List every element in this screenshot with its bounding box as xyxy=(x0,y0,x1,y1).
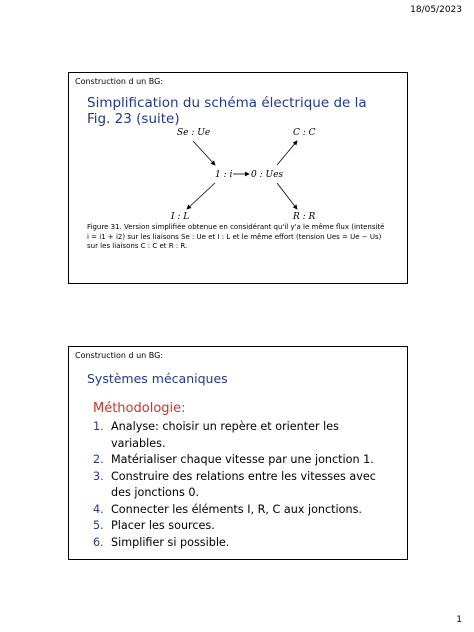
slide-header: Construction d un BG: xyxy=(75,351,164,360)
step-number: 2. xyxy=(93,453,104,466)
step-number: 5. xyxy=(93,519,104,532)
step-text: Connecter les éléments I, R, C aux jonctions. xyxy=(111,502,362,516)
step-text: Construire des relations entre les vitesses avec des jonctions 0. xyxy=(111,469,376,499)
figure-caption xyxy=(87,223,393,252)
page-number: 1 xyxy=(456,615,462,625)
slide-title: Simplification du schéma électrique de la Fig. 23 (suite) xyxy=(87,95,367,127)
step-number: 6. xyxy=(93,535,104,549)
step-text: Simplifier si possible. xyxy=(111,535,230,549)
slide-2 xyxy=(68,346,408,560)
caption-line-3: sur les liaisons C : C et R : R. xyxy=(87,242,188,250)
list-item xyxy=(93,419,393,452)
node-junction-0: 0 : Ues xyxy=(251,170,284,180)
slide-title: Systèmes mécaniques xyxy=(87,371,228,386)
node-junction-1: 1 : i xyxy=(215,170,233,180)
step-text: Placer les sources. xyxy=(111,519,215,532)
list-item xyxy=(93,469,393,502)
bond-1-to-i xyxy=(187,183,215,209)
list-item xyxy=(93,502,393,519)
methodology-steps xyxy=(93,419,393,551)
list-item xyxy=(93,452,393,469)
node-source-se: Se : Ue xyxy=(177,128,211,138)
slide-header: Construction d un BG: xyxy=(75,77,164,86)
bond-graph-diagram xyxy=(69,121,407,231)
caption-line-1: Figure 31. Version simplifiée obtenue en considérant qu'il y'a le même flux (intensité xyxy=(87,223,385,231)
node-resistor-r: R : R xyxy=(293,212,316,222)
step-number: 1. xyxy=(93,420,104,433)
bond-0-to-c xyxy=(277,141,297,165)
node-capacitor-c: C : C xyxy=(293,128,316,138)
bond-se-to-1 xyxy=(193,141,215,165)
step-number: 4. xyxy=(93,502,104,516)
step-number: 3. xyxy=(93,469,104,483)
list-item xyxy=(93,518,393,535)
methodology-heading: Méthodologie: xyxy=(93,401,186,416)
caption-line-2: i = i1 + i2) sur les liaisons Se : Ue et I : L et le même effort (tension Ues = Ue − Us) xyxy=(87,232,382,241)
list-item xyxy=(93,535,393,552)
bond-0-to-r xyxy=(277,183,297,209)
node-inductor-i: I : L xyxy=(171,212,190,222)
page-date: 18/05/2023 xyxy=(410,5,462,15)
slide-1 xyxy=(68,72,408,284)
step-text: Analyse: choisir un repère et orienter les variables. xyxy=(111,420,339,450)
step-text: Matérialiser chaque vitesse par une jonction 1. xyxy=(111,453,374,466)
